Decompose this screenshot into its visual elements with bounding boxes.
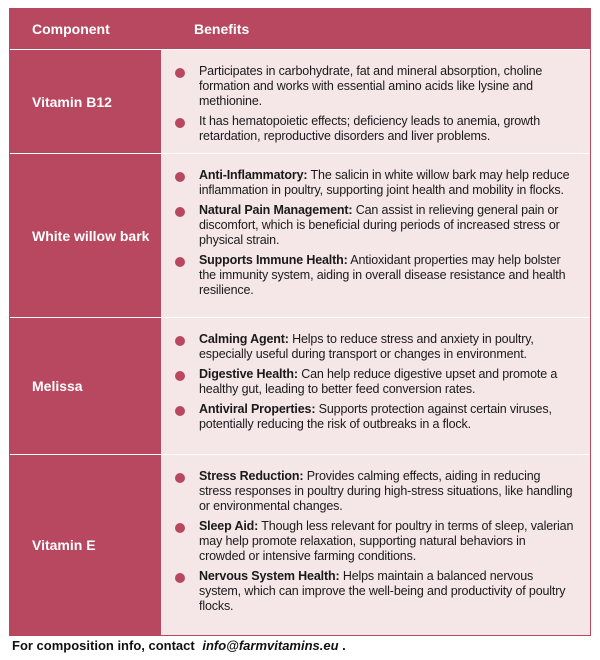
benefit-title: Antiviral Properties: bbox=[199, 402, 316, 416]
benefit-item bbox=[175, 253, 574, 298]
benefit-text: Supports protection against certain viruses, potentially reducing the risk of outbreaks in a flock. bbox=[199, 402, 552, 431]
component-name: Vitamin E bbox=[10, 455, 160, 635]
benefit-item bbox=[175, 519, 574, 564]
contact-email-link[interactable]: info@farmvitamins.eu bbox=[202, 638, 339, 653]
benefit-title: Supports Immune Health: bbox=[199, 253, 348, 267]
bullet-dot-icon bbox=[175, 573, 185, 583]
benefits-cell bbox=[160, 318, 590, 454]
benefits-cell bbox=[160, 154, 590, 317]
benefit-text: Though less relevant for poultry in terms of sleep, valerian may help promote relaxation, supporting natural behaviors in crowded or intensive farming conditions. bbox=[199, 519, 574, 563]
bullet-dot-icon bbox=[175, 257, 185, 267]
header-benefits: Benefits bbox=[194, 21, 250, 37]
benefit-text: It has hematopoietic effects; deficiency leads to anemia, growth retardation, reproductive disorders and liver problems. bbox=[199, 114, 541, 143]
bullet-dot-icon bbox=[175, 406, 185, 416]
benefit-text: Provides calming effects, aiding in reducing stress responses in poultry during high-stress situations, like handling or environmental changes. bbox=[199, 469, 573, 513]
benefit-title: Nervous System Health: bbox=[199, 569, 340, 583]
footer-suffix: . bbox=[342, 638, 346, 653]
benefit-title: Calming Agent: bbox=[199, 332, 289, 346]
benefits-table bbox=[9, 8, 591, 636]
table-row bbox=[10, 454, 590, 635]
benefit-item bbox=[175, 569, 574, 614]
bullet-dot-icon bbox=[175, 336, 185, 346]
benefit-title: Digestive Health: bbox=[199, 367, 298, 381]
bullet-dot-icon bbox=[175, 118, 185, 128]
table-row bbox=[10, 49, 590, 153]
benefit-item bbox=[175, 114, 574, 144]
header-component: Component bbox=[32, 21, 110, 37]
benefit-text: The salicin in white willow bark may help reduce inflammation in poultry, supporting joint health and mobility in flocks. bbox=[199, 168, 570, 197]
benefit-title: Anti-Inflammatory: bbox=[199, 168, 308, 182]
bullet-dot-icon bbox=[175, 473, 185, 483]
bullet-dot-icon bbox=[175, 523, 185, 533]
benefit-text: Helps maintain a balanced nervous system, which can improve the well-being and productivity of poultry flocks. bbox=[199, 569, 566, 613]
component-name: Melissa bbox=[10, 318, 160, 454]
table-row bbox=[10, 317, 590, 454]
footer-contact bbox=[12, 638, 346, 653]
footer-text: For composition info, contact bbox=[12, 638, 195, 653]
bullet-dot-icon bbox=[175, 207, 185, 217]
benefit-text: Can assist in relieving general pain or discomfort, which is beneficial during periods of increased stress or physical strain. bbox=[199, 203, 560, 247]
bullet-dot-icon bbox=[175, 68, 185, 78]
benefit-title: Stress Reduction: bbox=[199, 469, 304, 483]
benefit-title: Sleep Aid: bbox=[199, 519, 259, 533]
benefit-text: Can help reduce digestive upset and promote a healthy gut, leading to better feed conversion rates. bbox=[199, 367, 558, 396]
table-header bbox=[10, 9, 590, 49]
benefit-item bbox=[175, 203, 574, 248]
benefit-item bbox=[175, 402, 574, 432]
benefit-text: Participates in carbohydrate, fat and mineral absorption, choline formation and works with essential amino acids like lysine and methionine. bbox=[199, 64, 543, 108]
benefit-text: Antioxidant properties may help bolster the immunity system, aiding in overall disease resistance and health resilience. bbox=[199, 253, 566, 297]
bullet-dot-icon bbox=[175, 172, 185, 182]
bullet-dot-icon bbox=[175, 371, 185, 381]
benefit-item bbox=[175, 64, 574, 109]
benefit-text: Helps to reduce stress and anxiety in poultry, especially useful during transport or changes in environment. bbox=[199, 332, 534, 361]
component-name: Vitamin B12 bbox=[10, 50, 160, 153]
benefit-title: Natural Pain Management: bbox=[199, 203, 353, 217]
benefit-item bbox=[175, 168, 574, 198]
benefits-cell bbox=[160, 455, 590, 635]
benefit-item bbox=[175, 332, 574, 362]
benefit-item bbox=[175, 469, 574, 514]
benefit-item bbox=[175, 367, 574, 397]
table-row bbox=[10, 153, 590, 317]
benefits-cell bbox=[160, 50, 590, 153]
component-name: White willow bark bbox=[10, 154, 160, 317]
